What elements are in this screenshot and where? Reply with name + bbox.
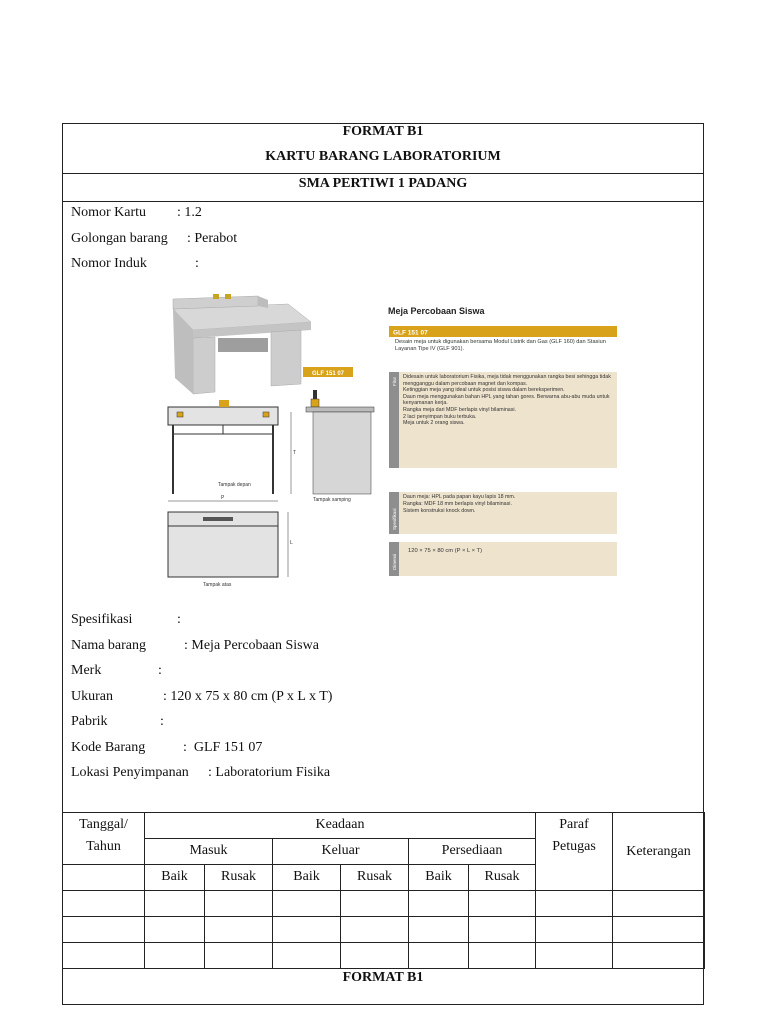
table-cell [409,917,469,943]
signature-header [536,813,613,891]
detail-value: : Meja Percobaan Siswa [184,637,319,653]
damaged-header: Rusak [341,865,409,891]
detail-value: : Laboratorium Fisika [208,765,331,780]
table-cell [613,891,705,917]
side-view-drawing [306,390,374,494]
feature-item: Ketinggian meja yang ideal untuk posisi siswa dalam bereksperimen. [403,387,565,394]
detail-row [71,760,332,786]
detail-label: Merk [71,663,102,678]
table-cell [205,943,273,969]
dimension-value: 120 × 75 × 80 cm (P × L × T) [408,548,483,554]
feature-item: Didesain untuk laboratorium Fisika, meja tidak menggunakan rangka besi sehingga tidak mengganggu dalam percobaan magnet dan kompas. [403,374,611,387]
top-view-caption: Tampak atas [203,582,232,588]
table-cell [613,943,705,969]
table-row [63,891,705,917]
in-header: Masuk [145,839,273,865]
notes-header: Keterangan [613,813,705,891]
card-fields [71,200,237,277]
field-label: Nomor Kartu [71,205,147,220]
specifications-list [403,494,615,515]
damaged-header: Rusak [205,865,273,891]
detail-label: Nama barang [71,637,147,653]
field-row [71,200,237,226]
field-value: : Perabot [187,230,238,246]
stock-header: Persediaan [409,839,536,865]
table-cell [536,943,613,969]
spec-panel [388,306,617,576]
date-header-line1: Tanggal/ [79,817,128,832]
table-row [63,917,705,943]
table-cell [273,917,341,943]
detail-row [71,658,332,684]
card-title: KARTU BARANG LABORATORIUM [265,149,501,164]
detail-label: Kode Barang [71,739,146,755]
table-cell [341,917,409,943]
field-row [71,251,237,277]
field-row [71,226,237,252]
table-cell [273,891,341,917]
table-cell [145,917,205,943]
table-cell [205,891,273,917]
spec-item: Sistem konstruksi knock down. [403,508,476,514]
product-figure [163,294,623,594]
field-value: : [195,256,199,271]
out-header: Keluar [273,839,409,865]
damaged-header: Rusak [469,865,536,891]
table-cell [536,891,613,917]
table-row [63,943,705,969]
detail-value: : [177,612,181,627]
school-name: SMA PERTIWI 1 PADANG [298,176,468,191]
date-spacer-cell [63,865,145,891]
good-header: Baik [145,865,205,891]
product-drawing [163,294,623,594]
feature-item: Daun meja menggunakan bahan HPL yang tahan gores. Berwarna abu-abu muda untuk kenyamanan kerja. [403,393,610,407]
signature-header-line2: Petugas [552,839,596,854]
width-dimension-label: L [290,540,293,546]
spec-item: Daun meja: HPL pada papan kayu lapis 18 mm. [403,494,516,500]
detail-label: Ukuran [71,688,113,704]
detail-value: : [158,663,162,678]
field-label: Golongan barang [71,230,168,246]
features-label: Fitur [392,377,397,386]
detail-row [71,633,332,659]
spec-panel-code: GLF 151 07 [393,329,428,337]
front-view-drawing [168,400,278,494]
detail-row [71,607,332,633]
date-header-line2: Tahun [86,839,121,854]
table-cell [273,943,341,969]
features-list [403,374,615,427]
field-value: : 1.2 [177,205,202,220]
desk-3d-illustration [173,294,311,394]
footer-format-label: FORMAT B1 [342,970,424,985]
inventory-card [62,123,704,1005]
table-cell [469,891,536,917]
table-cell [63,891,145,917]
detail-row [71,684,332,710]
stock-log-table [62,812,705,969]
product-code-badge-text: GLF 151 07 [311,371,345,377]
detail-value: : 120 x 75 x 80 cm (P x L x T) [163,688,333,704]
spec-panel-intro: Desain meja untuk digunakan bersama Modul Listrik dan Gas (GLF 160) dan Stasiun Layanan Tipe IV (GLF 901). [395,339,606,352]
table-cell [409,891,469,917]
format-label: FORMAT B1 [342,124,424,139]
spec-item: Rangka: MDF 18 mm berlapis vinyl bilaminasi. [403,501,512,507]
table-cell [536,917,613,943]
detail-row [71,735,332,761]
table-cell [613,917,705,943]
feature-item: Meja untuk 2 orang siswa. [403,420,465,427]
item-details [71,607,332,786]
dimension-label: Dimensi [392,553,397,570]
table-cell [469,943,536,969]
table-cell [145,891,205,917]
table-cell [341,943,409,969]
detail-value: : GLF 151 07 [183,739,263,755]
detail-label: Spesifikasi [71,612,133,627]
detail-value: : [160,714,164,729]
height-dimension-label: T [293,450,297,456]
spec-panel-title: Meja Percobaan Siswa [388,306,485,316]
date-header [63,813,145,865]
table-cell [341,891,409,917]
condition-header: Keadaan [145,813,536,839]
detail-row [71,709,332,735]
feature-item: 2 laci penyimpan buku terbuka. [403,413,477,420]
feature-item: Rangka meja dari MDF berlapis vinyl bilaminasi. [403,406,517,413]
divider [63,173,703,174]
table-cell [145,943,205,969]
table-cell [63,943,145,969]
detail-label: Lokasi Penyimpanan [71,765,189,780]
table-header-row [63,813,705,839]
field-label: Nomor Induk [71,256,147,271]
length-dimension-label: P [221,495,225,501]
table-cell [63,917,145,943]
table-cell [469,917,536,943]
good-header: Baik [273,865,341,891]
side-view-caption: Tampak samping [313,497,351,503]
detail-label: Pabrik [71,714,108,729]
table-cell [205,917,273,943]
good-header: Baik [409,865,469,891]
top-view-drawing [168,501,288,577]
specifications-label: Spesifikasi [392,508,397,530]
table-cell [409,943,469,969]
front-view-caption: Tampak depan [218,482,251,488]
signature-header-line1: Paraf [559,817,589,832]
